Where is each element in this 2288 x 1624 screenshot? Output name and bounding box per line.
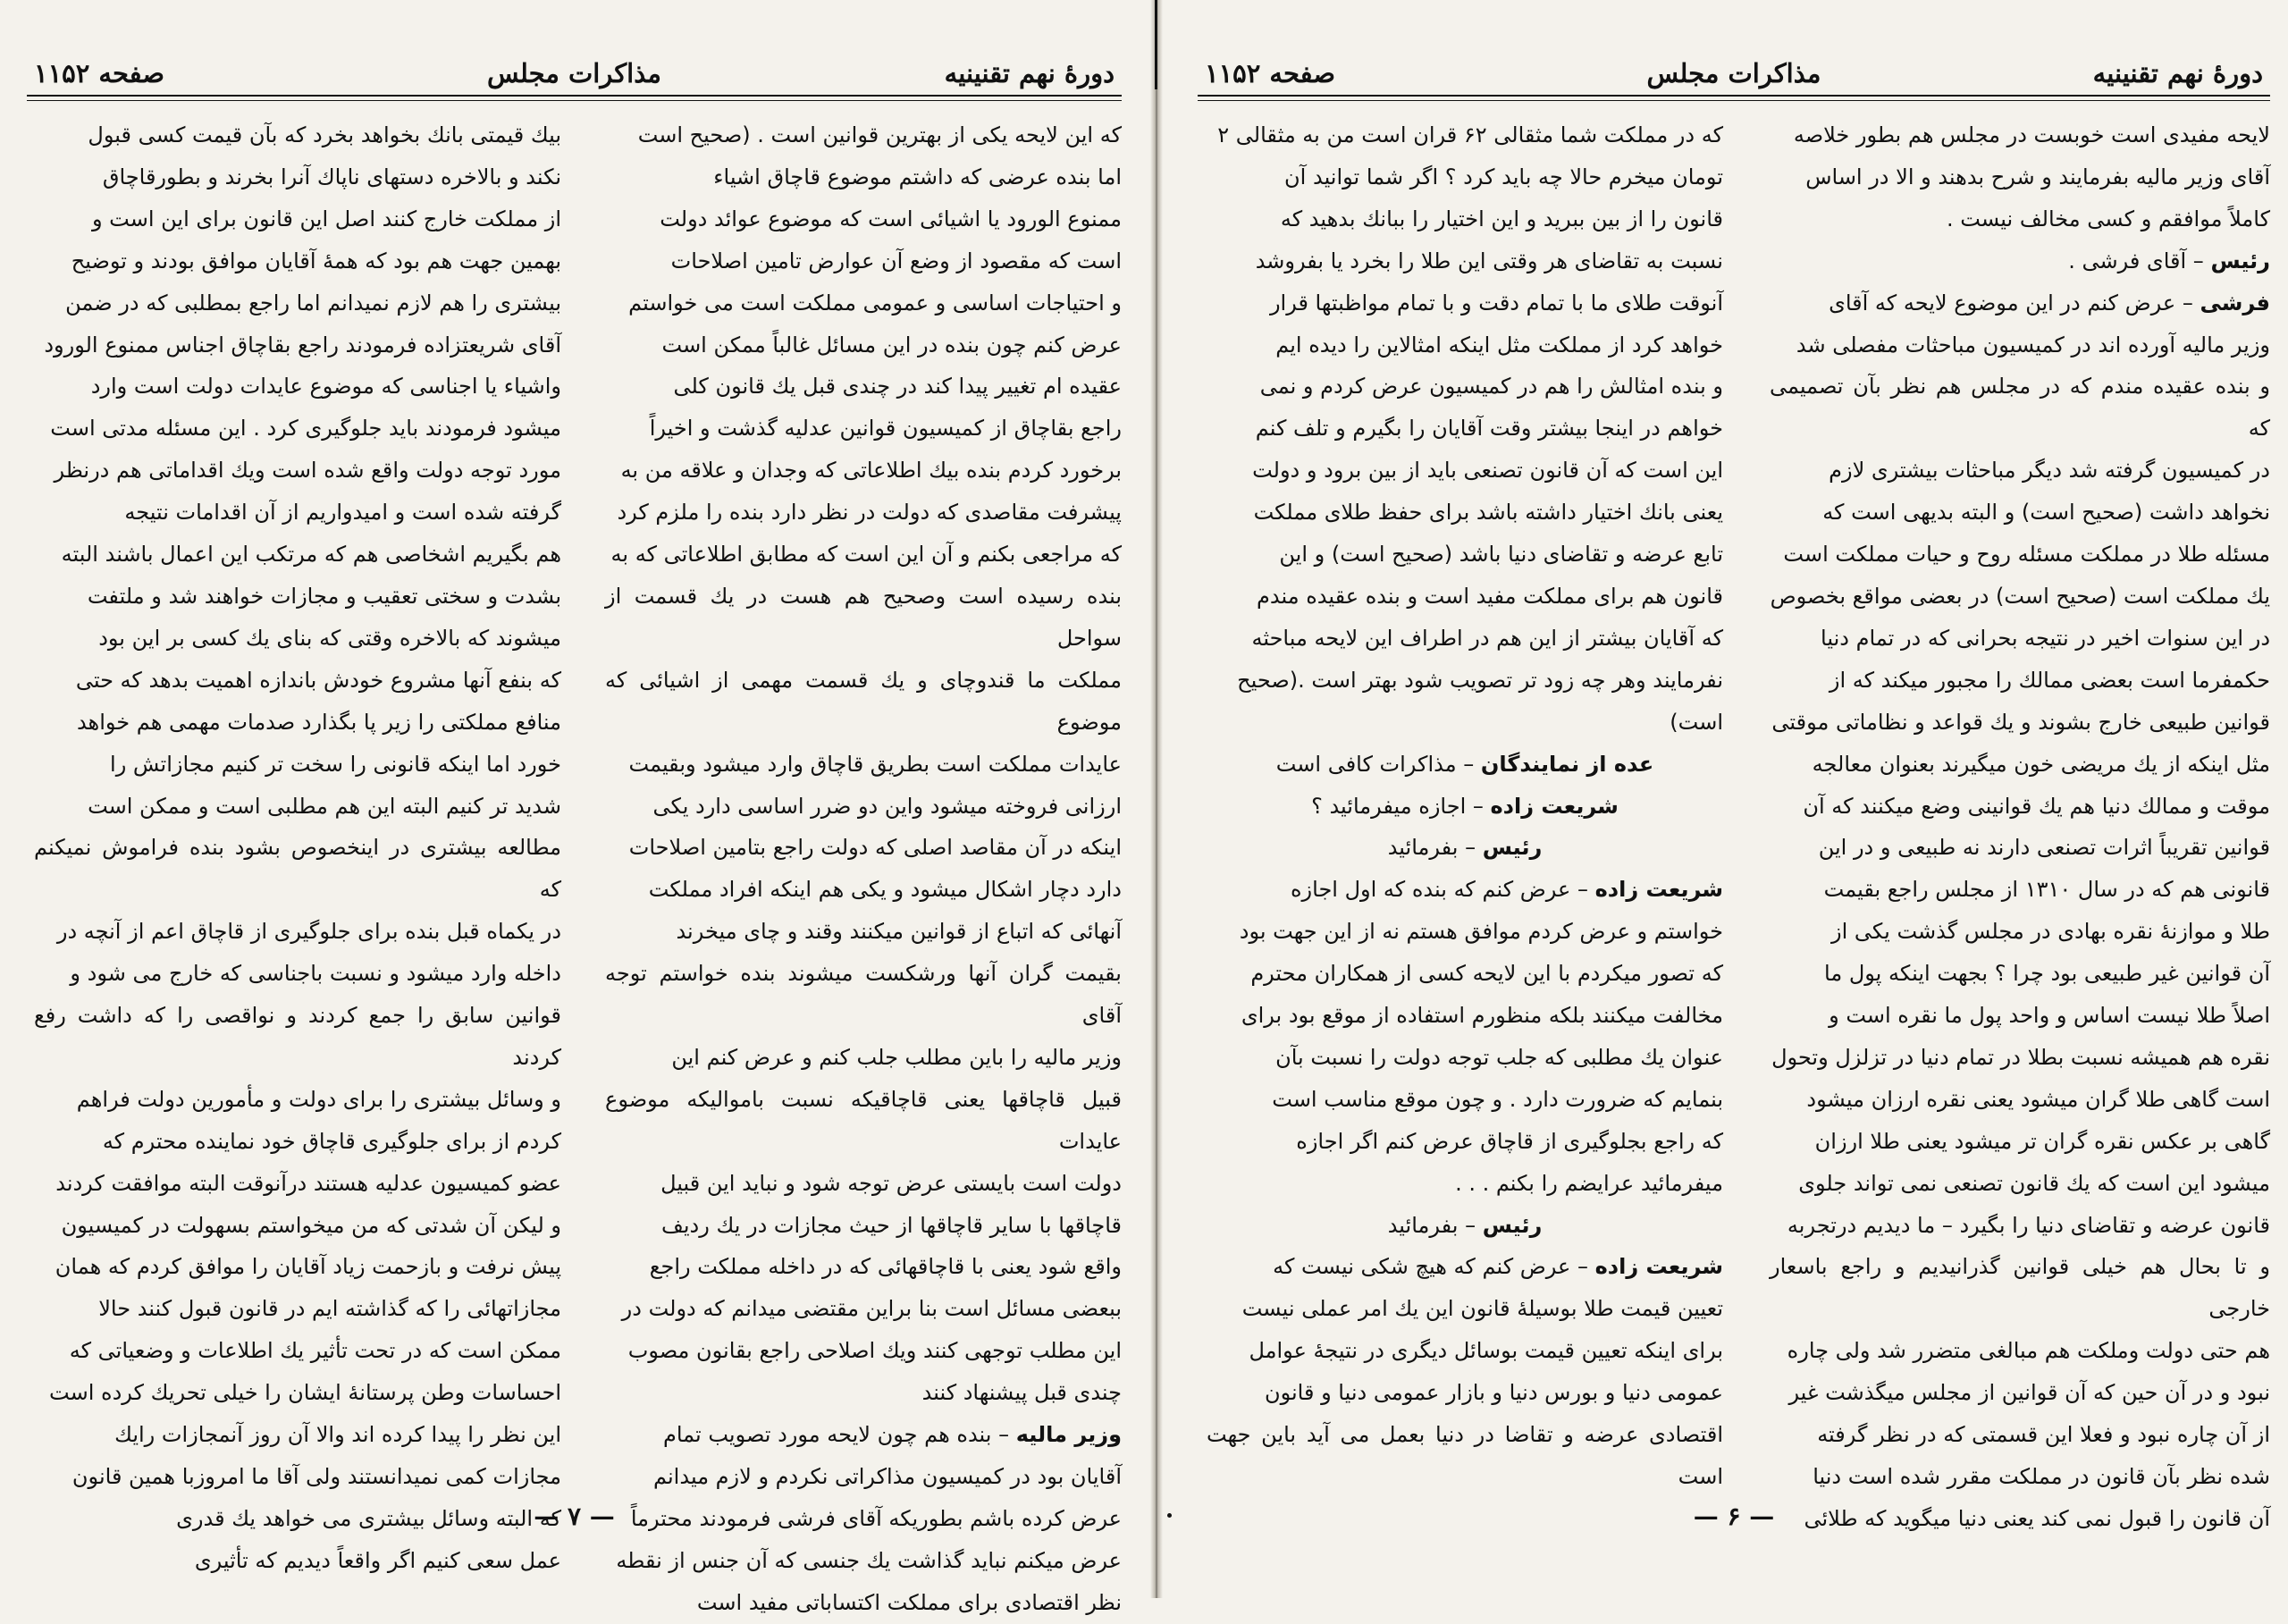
text-line: قانونی هم که در سال ۱۳۱۰ از مجلس راجع بقیمت [1823, 877, 2270, 903]
text-line: نکند و بالاخره دستهای ناپاك آنرا بخرند و بطورقاچاق [102, 164, 561, 189]
text-line: پیش نرفت و بازحمت زیاد آقایان را موافق کردم که همان [55, 1254, 561, 1280]
text-line: که تصور میکردم با این لایحه کسی از همکاران محترم [1250, 961, 1723, 987]
text-line: است که مقصود از وضع آن عوارض تامین اصلاحات [670, 248, 1122, 273]
speech-text: – بفرمائید [1387, 835, 1476, 861]
header-period: دورهٔ نهم تقنینیه [2092, 58, 2263, 88]
speaker-paragraph [1207, 869, 1723, 911]
text-line: خواهد کرد از مملکت مثل اینکه امثالاین را دیده ایم [1275, 332, 1723, 358]
text-line: میشوند که بالاخره وقتی که بنای یك کسی بر این بود [98, 625, 561, 651]
text-line: هم بگیریم اشخاصی هم که مرتکب این اعمال باشند البته [61, 542, 561, 568]
text-line: عمل سعی کنیم اگر واقعاً دیدیم که تأثیری [194, 1547, 561, 1573]
text-line: که راجع بجلوگیری از قاچاق عرض کنم اگر اجازه [1296, 1128, 1723, 1154]
text-line: که این لایحه یکی از بهترین قوانین است . (صحیح است [637, 122, 1122, 147]
text-line: ببعضی مسائل است بنا براین مقتضی میدانم که دولت در [621, 1296, 1122, 1322]
text-line: است گاهی طلا گران میشود یعنی نقره ارزان میشود [1806, 1086, 2270, 1112]
text-line: بیشتری را هم لازم نمیدانم اما راجع بمطلبی که در ضمن [65, 290, 561, 316]
text-line: است) [1670, 709, 1723, 735]
text-line: واشیاء یا اجناسی که موضوع عایدات دولت است وارد [90, 374, 561, 400]
text-line: قاچاقها با سایر قاچاقها از حیث مجازات در یك ردیف [661, 1212, 1122, 1238]
text-line: عضو کمیسیون عدلیه هستند درآنوقت البته موافقت کردند [55, 1170, 561, 1196]
speech-text: – عرض کنم که هیچ شکی نیست که [1273, 1254, 1588, 1280]
text-line: از آن چاره نبود و فعلا این قسمتی که در نظر گرفته [1817, 1422, 2270, 1448]
speaker-paragraph [605, 1414, 1122, 1456]
text-line: میشود این است که یك قانون تصنعی نمی تواند جلوی [1798, 1170, 2270, 1196]
text-line: داخله وارد میشود و نسبت باجناسی که خارج می شود و [70, 961, 561, 987]
text-line: میشود فرمودند باید جلوگیری کرد . این مسئله مدتی است [50, 416, 561, 442]
text-line: مجازاتهائی را که گذاشته ایم در قانون قبول کنند حالا [98, 1296, 561, 1322]
page-number: — ۷ — [534, 1502, 615, 1531]
text-line: کردم از برای جلوگیری قاچاق خود نماینده محترم که [102, 1128, 561, 1154]
text-line: و تا بحال هم خیلی قوانین گذرانیدیم و راجع باسعار خارجی [1770, 1254, 2270, 1322]
book-gutter [1150, 0, 1163, 1598]
text-line: دارد دچار اشکال میشود و یکی هم اینکه افراد مملکت [648, 877, 1122, 903]
text-line: که آقایان بیشتر از این هم در اطراف این لایحه مباحثه [1251, 625, 1723, 651]
text-line: در یکماه قبل بنده برای جلوگیری از قاچاق اعم از آنچه در [56, 919, 561, 945]
text-line: این است که آن قانون تصنعی باید از بین برود و دولت [1252, 458, 1723, 484]
text-column-left [1207, 114, 1723, 1489]
text-line: شدید تر کنیم البته این هم مطلبی است و ممکن است [88, 793, 561, 819]
text-line: ممکن است که در تحت تأثیر یك اطلاعات و وضعیاتی که [69, 1338, 561, 1364]
text-line: نبود و در آن حین که آن قوانین از مجلس میگذشت غیر [1788, 1380, 2270, 1406]
header-page-ref: صفحه ۱۱۵۲ [34, 58, 164, 88]
text-line: قانون هم برای مملکت مفید است و بنده عقیده مندم [1257, 583, 1723, 609]
text-line: منافع مملکتی را زیر پا بگذارد صدمات مهمی هم خواهد [76, 709, 561, 735]
text-line: خواستم و عرض کردم موافق هستم نه از این جهت بود [1239, 919, 1723, 945]
text-column-left [34, 114, 561, 1573]
speaker-name: عده از نمایندگان [1480, 751, 1654, 777]
text-line: قبیل قاچاقها یعنی قاچاقیکه نسبت باموالیکه موضوع عایدات [605, 1086, 1122, 1154]
speech-text: – آقای فرشی . [2068, 248, 2204, 273]
text-line: دولت است بایستی عرض توجه شود و نباید این قبیل [660, 1170, 1122, 1196]
text-line: قوانین طبیعی خارج بشوند و یك قواعد و نظاماتی موقتی [1771, 709, 2270, 735]
header-title: مذاکرات مجلس [487, 58, 661, 88]
text-line: نسبت به تقاضای هر وقتی این طلا را بخرد یا بفروشد [1255, 248, 1723, 273]
header-rule [1198, 95, 2270, 101]
text-line: آنوقت طلای ما با تمام دقت و با تمام مواظبتها قرار [1269, 290, 1723, 316]
text-line: گاهی بر عکس نقره گران تر میشود یعنی طلا ارزان [1814, 1128, 2270, 1154]
text-line: اینکه در آن مقاصد اصلی که دولت راجع بتامین اصلاحات [628, 835, 1122, 861]
speaker-name: رئیس [2210, 248, 2270, 273]
text-line: ارزانی فروخته میشود واین دو ضرر اساسی دارد یکی [652, 793, 1122, 819]
text-line: مطالعه بیشتری در اینخصوص بشود بنده فراموش نمیکنم که [34, 835, 561, 903]
speaker-name: شریعت زاده [1594, 1254, 1723, 1280]
text-line: تابع عرضه و تقاضای دنیا باشد (صحیح است) و این [1279, 542, 1723, 568]
text-column-right [1770, 114, 2270, 1531]
text-line: که در مملکت شما مثقالی ۶۲ قران است من به مثقالی ۲ [1217, 122, 1723, 147]
text-line: حکمفرما است بعضی ممالك را مجبور میکند که از [1829, 667, 2270, 693]
text-line: ممنوع الورود یا اشیائی است که موضوع عوائد دولت [660, 206, 1122, 231]
text-line: عرض میکنم نباید گذاشت یك جنسی که آن جنس از نقطه [616, 1547, 1122, 1573]
speech-text: – مذاکرات کافی است [1275, 751, 1475, 777]
text-line: لایحه مفیدی است خوبست در مجلس هم بطور خلاصه [1793, 122, 2270, 147]
text-line: برای اینکه تعیین قیمت بوسائل دیگری در نتیجهٔ عوامل [1249, 1338, 1723, 1364]
text-line: موقت و ممالك دنیا هم یك قوانینی وضع میکنند که آن [1803, 793, 2270, 819]
text-line: نخواهد داشت (صحیح است) و البته بدیهی است که [1822, 500, 2270, 526]
text-line: آن قانون را قبول نمی کند یعنی دنیا میگوید که طلائی [1804, 1505, 2270, 1531]
text-line: خواهم در اینجا بیشتر وقت آقایان را بگیرم و تلف کنم [1255, 416, 1723, 442]
text-line: اصلاً طلا نیست اساس و واحد پول ما نقره است و [1829, 1003, 2270, 1029]
text-line: برخورد کردم بنده بیك اطلاعاتی که وجدان و علاقه من به [620, 458, 1122, 484]
text-line: تعیین قیمت طلا بوسیلهٔ قانون این یك امر عملی نیست [1241, 1296, 1723, 1322]
speech-text: – عرض کنم در این موضوع لایحه که آقای [1829, 290, 2193, 316]
text-line: خورد اما اینکه قانونی را سخت تر کنیم مجازاتش را [110, 751, 561, 777]
speaker-name: فرشی [2200, 290, 2270, 316]
page-number: — ۶ — [1693, 1502, 1775, 1531]
text-line: کاملاً موافقم و کسی مخالف نیست . [1947, 206, 2270, 231]
text-line: هم حتی دولت وملکت هم مبالغی متضرر شد ولی چاره [1787, 1338, 2270, 1364]
speech-text: – عرض کنم که بنده که اول اجازه [1290, 877, 1588, 903]
text-line: و احتیاجات اساسی و عمومی مملکت است می خواستم [628, 290, 1122, 316]
text-line: میفرمائید عرایضم را بکنم . . . [1455, 1170, 1723, 1196]
text-line: عایدات مملکت است بطریق قاچاق وارد میشود وبقیمت [628, 751, 1122, 777]
binding-line [1155, 0, 1157, 89]
text-line: بیك قیمتی بانك بخواهد بخرد که بآن قیمت کسی قبول [88, 122, 561, 147]
text-line: عقیده ام تغییر پیدا کند در چندی قبل یك قانون کلی [673, 374, 1122, 400]
text-line: قانون عرضه و تقاضای دنیا را بگیرد – ما دیدیم درتجربه [1787, 1212, 2270, 1238]
text-line: وزیر مالیه آورده اند در کمیسیون مباحثات مفصلی شد [1796, 332, 2270, 358]
text-line: در این سنوات اخیر در نتیجه بحرانی که در تمام دنیا [1821, 625, 2270, 651]
text-line: در کمیسیون گرفته شد دیگر مباحثات بیشتری لازم [1829, 458, 2270, 484]
left-page [27, 0, 1122, 1615]
text-line: طلا و موازنهٔ نقره بهادی در مجلس گذشت یکی از [1831, 919, 2270, 945]
text-line: عمومی دنیا و بورس دنیا و بازار عمومی دنیا و قانون [1264, 1380, 1723, 1406]
speaker-paragraph [1207, 827, 1723, 869]
text-line: مورد توجه دولت واقع شده است ویك اقداماتی هم درنظر [54, 458, 561, 484]
text-line: اما بنده عرضی که داشتم موضوع قاچاق اشیاء [713, 164, 1122, 189]
text-line: بشدت و سختی تعقیب و مجازات خواهند شد و ملتفت [87, 583, 561, 609]
text-line: مثل اینکه از یك مریضی خون میگیرند بعنوان معالجه [1812, 751, 2270, 777]
speaker-paragraph [1770, 240, 2270, 282]
text-line: بهمین جهت هم بود که همهٔ آقایان موافق بودند و توضیح [71, 248, 561, 273]
text-line: چندی قبل پیشنهاد کنند [921, 1380, 1122, 1406]
text-line: بقیمت گران آنها ورشکست میشوند بنده خواستم توجه آقای [605, 961, 1122, 1029]
text-line: وزیر مالیه را باین مطلب جلب کنم و عرض کنم این [671, 1044, 1122, 1070]
text-line: عرض کنم چون بنده در این مسائل غالباً ممکن است [661, 332, 1122, 358]
text-line: این نظر را پیدا کرده اند والا آن روز آنمجازات رایك [114, 1422, 561, 1448]
text-line: مخالفت میکنند بلکه منظورم استفاده از موقع بود برای [1241, 1003, 1723, 1029]
speaker-paragraph [1207, 786, 1723, 828]
text-line: یك مملکت است (صحیح است) در بعضی مواقع بخصوص [1770, 583, 2270, 609]
text-line: آن قوانین غیر طبیعی بود چرا ؟ بجهت اینکه پول ما [1824, 961, 2270, 987]
text-line: عنوان یك مطلبی که جلب توجه دولت را نسبت بآن [1275, 1044, 1723, 1070]
text-line: نفرمایند وهر چه زود تر تصویب شود بهتر است .(صحیح [1237, 667, 1723, 693]
speaker-paragraph [1207, 1246, 1723, 1288]
text-line: مجازات کمی نمیدانستند ولی آقا ما امروزبا همین قانون [72, 1464, 561, 1489]
text-line: بنده رسیده است وصحیح هم هست در یك قسمت از سواحل [605, 583, 1122, 651]
text-line: مملکت ما قندوچای و یك قسمت مهمی از اشیائی که موضوع [605, 667, 1122, 735]
text-line: و بنده عقیده مندم که در مجلس هم نظر بآن تصمیمی که [1770, 374, 2270, 442]
text-line: تومان میخرم حالا چه باید کرد ؟ اگر شما توانید آن [1284, 164, 1723, 189]
text-line: قوانین سابق را جمع کردند و نواقصی را که داشت رفع کردند [34, 1003, 561, 1070]
header-title: مذاکرات مجلس [1646, 58, 1821, 88]
speaker-paragraph [1207, 744, 1723, 786]
text-line: اقتصادی عرضه و تقاضا در دنیا بعمل می آید باین جهت است [1207, 1422, 1723, 1489]
speech-text: – بفرمائید [1387, 1212, 1476, 1238]
text-column-right [605, 114, 1122, 1615]
text-line: از مملکت خارج کنند اصل این قانون برای این است و [91, 206, 561, 231]
speaker-name: شریعت زاده [1490, 793, 1619, 819]
page-header [1198, 55, 2270, 98]
text-line: آقای وزیر مالیه بفرمایند و شرح بدهند و الا در اساس [1805, 164, 2270, 189]
text-line: بنمایم که ضرورت دارد . و چون موقع مناسب است [1272, 1086, 1723, 1112]
text-line: گرفته شده است و امیدواریم از آن اقدامات نتیجه [124, 500, 561, 526]
page-header [27, 55, 1122, 98]
speaker-name: وزیر مالیه [1015, 1422, 1122, 1448]
text-line: آقایان بود در کمیسیون مذاکراتی نکردم و لازم میدانم [653, 1464, 1122, 1489]
text-line: که بنفع آنها مشروع خودش باندازه اهمیت بدهد که حتی [75, 667, 561, 693]
text-line: نقره هم همیشه نسبت بطلا در تمام دنیا در تزلزل وتحول [1771, 1044, 2270, 1070]
text-line: و وسائل بیشتری را برای دولت و مأمورین دولت فراهم [76, 1086, 561, 1112]
text-line: و بنده امثالش را هم در کمیسیون عرض کردم و نمی [1259, 374, 1723, 400]
speaker-paragraph [1207, 1205, 1723, 1247]
speaker-paragraph [1770, 282, 2270, 324]
speck-mark [1167, 1513, 1172, 1518]
text-line: که مراجعی بکنم و آن این است که مطابق اطلاعاتی که به [610, 542, 1122, 568]
text-line: واقع شود یعنی با قاچاقهائی که در داخله مملکت راجع [649, 1254, 1122, 1280]
header-period: دورهٔ نهم تقنینیه [944, 58, 1115, 88]
speech-text: – اجازه میفرمائید ؟ [1311, 793, 1484, 819]
text-line: قوانین تقریباً اثرات تصنعی دارند نه طبیعی و در این [1818, 835, 2270, 861]
text-line: که البته وسائل بیشتری می خواهد یك قدری [176, 1505, 561, 1531]
speaker-name: شریعت زاده [1594, 877, 1723, 903]
text-line: آقای شریعتزاده فرمودند راجع بقاچاق اجناس ممنوع الورود [44, 332, 561, 358]
text-line: نظر اقتصادی برای مملکت اکتساباتی مفید است [696, 1589, 1122, 1615]
text-line: قانون را از بین ببرید و این اختیار را ببانك بدهید که [1280, 206, 1723, 231]
text-line: احساسات وطن پرستانهٔ ایشان را خیلی تحریك کرده است [49, 1380, 561, 1406]
text-line: مسئله طلا در مملکت مسئله روح و حیات مملکت است [1783, 542, 2270, 568]
text-line: این مطلب توجهی کنند ویك اصلاحی راجع بقانون مصوب [627, 1338, 1122, 1364]
text-line: شده نظر بآن قانون در مملکت مقرر شده است دنیا [1813, 1464, 2270, 1489]
text-line: آنهائی که اتباع از قوانین میکنند وقند و چای میخرند [676, 919, 1122, 945]
text-line: یعنی بانك اختیار داشته باشد برای حفظ طلای مملکت [1253, 500, 1723, 526]
speaker-name: رئیس [1482, 1212, 1543, 1238]
header-page-ref: صفحه ۱۱۵۲ [1205, 58, 1335, 88]
speech-text: – بنده هم چون لایحه مورد تصویب تمام [662, 1422, 1010, 1448]
text-line: پیشرفت مقاصدی که دولت در نظر دارد بنده را ملزم کرد [617, 500, 1122, 526]
text-line: و لیکن آن شدتی که من میخواستم بسهولت در کمیسیون [61, 1212, 561, 1238]
text-line: راجع بقاچاق از کمیسیون قوانین عدلیه گذشت و اخیراً [649, 416, 1122, 442]
speaker-name: رئیس [1482, 835, 1543, 861]
text-line: عرض کرده باشم بطوریکه آقای فرشی فرمودند محترماً [630, 1505, 1122, 1531]
header-rule [27, 95, 1122, 101]
right-page [1198, 0, 2270, 1598]
